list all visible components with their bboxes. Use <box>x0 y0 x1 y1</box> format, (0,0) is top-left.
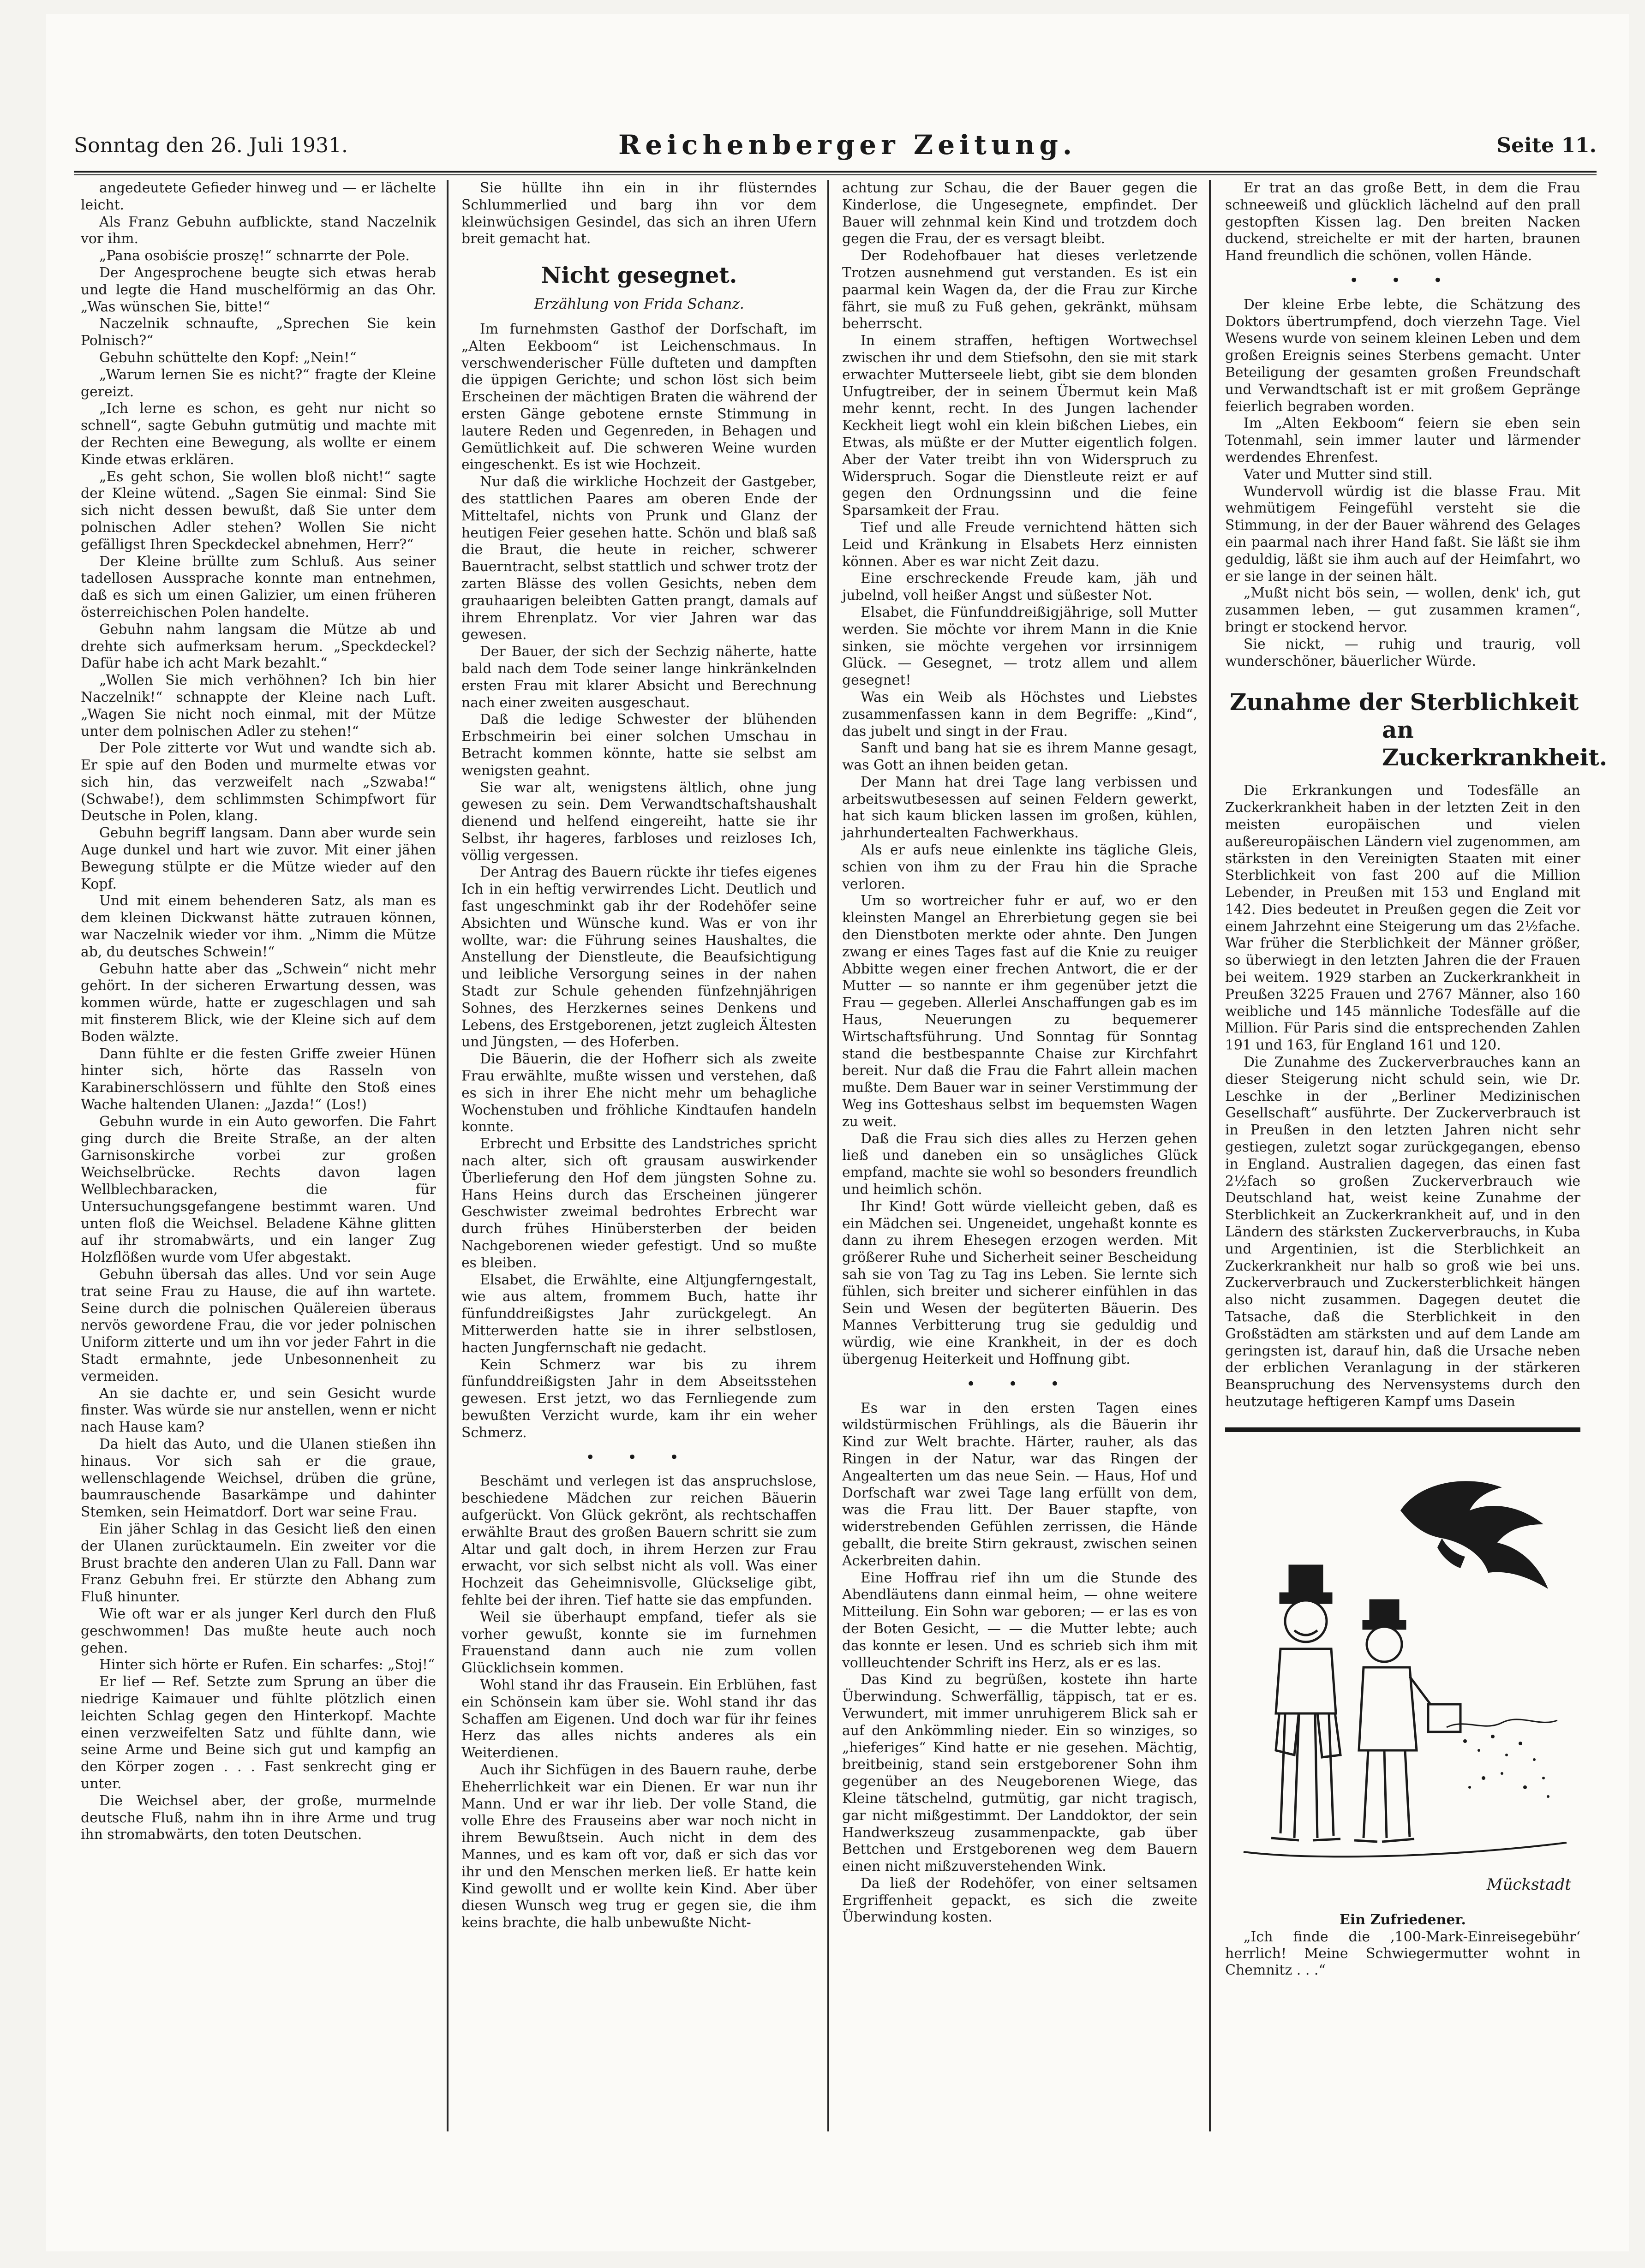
paragraph: Sanft und bang hat sie es ihrem Manne gesagt, was Gott an ihnen beiden getan. <box>842 740 1197 774</box>
paragraph: Tief und alle Freude vernichtend hätten sich Leid und Kränkung in Elsabets Herz einnisten können. Aber es war nicht Zeit dazu. <box>842 519 1197 570</box>
paragraph: Der Angesprochene beugte sich etwas herab und legte die Hand muschelförmig an das Ohr. „Was wünschen Sie, bitte!“ <box>81 264 436 315</box>
cartoon-caption-title: Ein Zufriedener. <box>1340 1911 1466 1928</box>
eagle-icon <box>1400 1481 1548 1589</box>
paragraph: An sie dachte er, und sein Gesicht wurde finster. Was würde sie nur anstellen, wenn er nicht nach Hause kam? <box>81 1385 436 1436</box>
paragraph: Im furnehmsten Gasthof der Dorfschaft, im „Alten Eekboom“ ist Leichenschmaus. In verschwenderischer Fülle dufteten und dampften die üppigen Gerichte; und schon löst sich beim Erscheinen der mächtigen Braten die während der ersten Gänge gebotene ernste Stimmung in lautere Reden und Gegenreden, in Behagen und Gemütlichkeit auf. Die schweren Weine wurden eingeschenkt. Es ist wie Hochzeit. <box>461 321 817 473</box>
paragraph: Die Weichsel aber, der große, murmelnde deutsche Fluß, nahm ihn in ihre Arme und trug ihn stromabwärts, den toten Deutschen. <box>81 1792 436 1843</box>
paragraph: Kein Schmerz war bis zu ihrem fünfunddreißigsten Jahr in dem Abseitsstehen gewesen. Erst jetzt, wo das Fernliegende zum bewußten Verzicht wurde, kam ihr ein weher Schmerz. <box>461 1356 817 1441</box>
paragraph: Sie nickt, — ruhig und traurig, voll wunderschöner, bäuerlicher Würde. <box>1225 636 1580 669</box>
paragraph: Der Mann hat drei Tage lang verbissen und arbeitswutbesessen auf seinen Feldern gewerkt, hat sich kaum blicken lassen im großen, kühlen, jahrhundertealten Fachwerkhaus. <box>842 774 1197 842</box>
paragraph: Da hielt das Auto, und die Ulanen stießen ihn hinaus. Vor sich sah er die graue, wellenschlagende Weichsel, drüben die grüne, baumrauschende Basarkämpe und dahinter Stemken, sein Heimatdorf. Dort war seine Frau. <box>81 1436 436 1521</box>
paragraph: Im „Alten Eekboom“ feiern sie eben sein Totenmahl, sein immer lauter und lärmender werdendes Ehrenfest. <box>1225 415 1580 466</box>
paragraph: Die Bäuerin, die der Hofherr sich als zweite Frau erwählte, mußte wissen und verstehen, daß es sich in ihrer Ehe nicht mehr um behagliche Wochenstuben und fröhliche Kindtaufen handeln konnte. <box>461 1051 817 1135</box>
paragraph: Es war in den ersten Tagen eines wildstürmischen Frühlings, als die Bäuerin ihr Kind zur Welt brachte. Härter, rauher, als das Ringen in der Natur, war das Ringen der Angealterten um das neue Sein. — Haus, Hof und Dorfschaft war zwei Tage lang erfüllt von dem, was die Frau litt. Der Bauer stapfte, von widerstrebenden Gefühlen zerrissen, die Hände geballt, die breite Stirn gekraust, zwischen seinen Ackerbreiten dahin. <box>842 1400 1197 1569</box>
column-4 <box>1225 180 1608 2131</box>
paragraph: Wie oft war er als junger Kerl durch den Fluß geschwommen! Das mußte heute auch noch gehen. <box>81 1606 436 1656</box>
paragraph: Die Zunahme des Zuckerverbrauches kann an dieser Steigerung nicht schuld sein, wie Dr. Leschke in der „Berliner Medizinischen Gesellschaft“ ausführte. Der Zuckerverbrauch ist in Preußen in den letzten Jahren nicht sehr gestiegen, zuletzt sogar zurückgegangen, ebenso in England. Australien dagegen, das einen fast 2½fach so großen Zuckerverbrauch wie Deutschland hat, weist keine Zunahme der Sterblichkeit an Zuckerkrankheit auf, und in den Ländern des stärksten Zuckerverbrauchs, in Kuba und Argentinien, ist die Sterblichkeit an Zuckerkrankheit nur halb so groß wie bei uns. Zuckerverbrauch und Zuckersterblichkeit hängen also nicht zusammen. Dagegen deutet die Tatsache, daß die Sterblichkeit in den Großstädten am stärksten und auf dem Lande am geringsten ist, darauf hin, daß die Ursache neben der erblichen Veranlagung in der stärkeren Beanspruchung des Nervensystems durch den heutzutage heftigeren Kampf ums Dasein <box>1225 1054 1580 1410</box>
paragraph: Gebuhn wurde in ein Auto geworfen. Die Fahrt ging durch die Breite Straße, an der alten Garnisonskirche vorbei zur großen Weichselbrücke. Rechts davon lagen Wellblechbaracken, die für Untersuchungsgefangene bestimmt waren. Und unten floß die Weichsel. Beladene Kähne glitten auf ihr stromabwärts, und ein langer Zug Holzflößen wurde vom Ufer abgestakt. <box>81 1113 436 1266</box>
column-divider <box>827 180 829 2131</box>
paragraph: angedeutete Gefieder hinweg und — er lächelte leicht. <box>81 180 436 213</box>
header-rule-thin <box>74 174 1597 175</box>
crowd-scribble-icon <box>1463 1735 1549 1798</box>
paragraph: Auch ihr Sichfügen in des Bauern rauhe, derbe Eheherrlichkeit war ein Dienen. Er war nun ihr Mann. Und er war ihr lieb. Der volle Stand, die volle Ehre des Frauseins aber war noch nicht in ihrem Bewußtsein. Auch nicht in dem des Mannes, und es kam oft vor, daß er sich das vor ihr und den Menschen merken ließ. Er hatte kein Kind gewollt und er wollte kein Kind. Aber über diesen Wunsch weg trug er gegen sie, die ihm keins brachte, die halb unbewußte Nicht- <box>461 1761 817 1931</box>
story-title: Nicht gesegnet. <box>541 263 737 289</box>
paragraph: Weil sie überhaupt empfand, tiefer als sie vorher gewußt, konnte sie im furnehmen Frauenstand dann auch nie zum vollen Glücklichsein kommen. <box>461 1609 817 1677</box>
headline-line-2: an Zuckerkrankheit. <box>1382 716 1608 771</box>
paragraph: Beschämt und verlegen ist das anspruchslose, beschiedene Mädchen zur reichen Bäuerin aufgerückt. Von Glück gekrönt, als rechtschaffen erwählte Braut des großen Bauern schritt sie zum Altar und galt doch, in ihrem Herzen zur Frau erwacht, vor sich selbst nicht als voll. Was einer Hochzeit das Geheimnisvolle, Glückselige gibt, fehlte bei der ihren. Tief hatte sie das empfunden. <box>461 1473 817 1608</box>
paragraph: „Mußt nicht bös sein, — wollen, denk' ich, gut zusammen leben, — gut zusammen kramen“, bringt er stockend hervor. <box>1225 585 1580 635</box>
cartoon-rule <box>1225 1427 1580 1432</box>
paragraph: Als er aufs neue einlenkte ins tägliche Gleis, schien von ihm zu der Frau hin die Sprache verloren. <box>842 842 1197 892</box>
paragraph: Hinter sich hörte er Rufen. Ein scharfes: „Stoj!“ <box>99 1657 435 1673</box>
paragraph: Ein jäher Schlag in das Gesicht ließ den einen der Ulanen zurücktaumeln. Ein zweiter vor die Brust brachte den anderen Ulan zu Fall. Dann war Franz Gebuhn frei. Er stürzte den Abhang zum Fluß hinunter. <box>81 1521 436 1606</box>
paragraph: Wundervoll würdig ist die blasse Frau. Mit wehmütigem Feingefühl versteht sie die Stimmung, in der der Bauer während des Gelages ein paarmal nach ihrer Hand faßt. Sie läßt sie ihm geduldig, läßt sie ihm auch auf der Heimfahrt, wo er sie lange in der seinen hält. <box>1225 483 1580 585</box>
paragraph: Gebuhn hatte aber das „Schwein“ nicht mehr gehört. In der sicheren Erwartung dessen, was kommen würde, hatte er zugeschlagen und sah mit finsterem Blick, wie der Kleine sich auf dem Boden wälzte. <box>81 961 436 1045</box>
paragraph: Nur daß die wirkliche Hochzeit der Gastgeber, des stattlichen Paares am oberen Ende der Mitteltafel, nichts von Prunk und Glanz der heutigen Feier gesehen hatte. Schön und blaß saß die Braut, die heute in reicher, schwerer Bauerntracht, selbst stattlich und schwer trotz der zarten Blässe des vollen Gesichts, neben dem grauhaarigen beleibten Gatten prangt, damals auf ihrem Ehrenplatz. Vor vier Jahren war das gewesen. <box>461 474 817 643</box>
column-divider <box>1209 180 1211 2131</box>
issue-date: Sonntag den 26. Juli 1931. <box>74 134 348 157</box>
section-separator: • • • <box>966 1374 1073 1393</box>
paragraph: Die Erkrankungen und Todesfälle an Zuckerkrankheit haben in der letzten Zeit in den meisten europäischen und vielen außereuropäischen Ländern viel zugenommen, am stärksten in den Vereinigten Staaten mit einer Sterblichkeit von fast 200 auf die Million Lebender, in Preußen mit 153 und England mit 142. Dies bedeutet in Preußen gegen die Zeit vor einem Jahrzehnt eine Steigerung um das 2½fache. War früher die Sterblichkeit der Männer größer, so überwiegt in den letzten Jahren die der Frauen bei weitem. 1929 starben an Zuckerkrankheit in Preußen 3225 Frauen und 2767 Männer, also 160 weibliche und 145 männliche Todesfälle auf die Million. Für Paris sind die entsprechenden Zahlen 191 und 163, für England 161 und 120. <box>1225 782 1580 1054</box>
paragraph: Elsabet, die Erwählte, eine Altjungferngestalt, wie aus altem, frommem Buch, hatte ihr fünfunddreißigstes Jahr zurückgelegt. An Mitterwerden hatte sie in ihrer selbstlosen, hacten Jungfernschaft nie gedacht. <box>461 1271 817 1356</box>
paragraph: Daß die Frau sich dies alles zu Herzen gehen ließ und daneben ein so unsägliches Glück empfand, machte sie wohl so besonders freundlich und heimlich schön. <box>842 1130 1197 1198</box>
paragraph: Um so wortreicher fuhr er auf, wo er den kleinsten Mangel an Ehrerbietung gegen sie bei den Dienstboten merkte oder ahnte. Den Jungen zwang er eines Tages fast auf die Knie zu reuiger Abbitte wegen einer frechen Antwort, die er der Mutter — so nannte er ihm gegenüber jetzt die Frau — gegeben. Allerlei Anschaffungen gab es im Haus, Neuerungen zu bequemerer Wirtschaftsführung. Und Sonntag für Sonntag stand die bestbespannte Chaise zur Kirchfahrt bereit. Nur daß die Frau die Fahrt allein machen mußte. Dem Bauer war in seiner Verstimmung der Weg ins Gotteshaus selbst im bequemsten Wagen zu weit. <box>842 893 1197 1130</box>
cartoon-illustration <box>1225 1455 1580 1907</box>
paragraph: Der kleine Erbe lebte, die Schätzung des Doktors übertrumpfend, doch vierzehn Tage. Viel Wesens wurde von seinem kleinen Leben und dem großen Ereignis seines Sterbens gemacht. Unter Beteiligung der gesamten großen Freundschaft und Verwandtschaft ist er mit großem Gepränge feierlich begraben worden. <box>1225 296 1580 415</box>
paragraph: Was ein Weib als Höchstes und Liebstes zusammenfassen kann in dem Begriffe: „Kind“, das jubelt und singt in der Frau. <box>842 689 1197 740</box>
paragraph: Als Franz Gebuhn aufblickte, stand Naczelnik vor ihm. <box>81 214 436 247</box>
paragraph: Eine Hoffrau rief ihn um die Stunde des Abendläutens dann einmal heim, — ohne weitere Mitteilung. Ein Sohn war geboren; — er las es von der Boten Gesicht, — — die Mutter lebte; auch das konnte er lesen. Und es schrieb sich ihm mit vollleuchtender Schrift ins Herz, als er es las. <box>842 1570 1197 1671</box>
paragraph: Und mit einem behenderen Satz, als man es dem kleinen Dickwanst hätte zutrauen können, war Naczelnik wieder vor ihm. „Nimm die Mütze ab, du deutsches Schwein!“ <box>81 893 436 960</box>
headline-line-1: Zunahme der Sterblichkeit <box>1230 688 1579 716</box>
header-rule <box>74 171 1597 173</box>
paragraph: Daß die ledige Schwester der blühenden Erbschmeirin bei einer solchen Umschau in Betracht kommen könnte, hatte sie selbst am wenigsten geahnt. <box>461 711 817 779</box>
column-1 <box>81 180 436 2131</box>
paragraph: „Wollen Sie mich verhöhnen? Ich bin hier Naczelnik!“ schnappte der Kleine nach Luft. „Wagen Sie nicht noch einmal, mit der Mütze unter dem polnischen Adler zu stehen!“ <box>81 672 436 740</box>
paragraph: Ihr Kind! Gott würde vielleicht geben, daß es ein Mädchen sei. Ungeneidet, ungehaßt konnte es dann zu ihrem Ehesegen erzogen werden. Mit größerer Ruhe und Sicherheit seiner Bescheidung sah sie von Tag zu Tag ins Leben. Sie lernte sich fühlen, sich breiter und sicherer einfühlen in das Sein und Wesen der begüterten Bäuerin. Des Mannes Verbitterung trug sie geduldig und würdig, wie eine Krankheit, in der es doch übergenug Heiterkeit und Hoffnung gibt. <box>842 1198 1197 1367</box>
section-separator: • • • <box>586 1448 693 1467</box>
paragraph: Vater und Mutter sind still. <box>1244 466 1433 483</box>
column-2 <box>461 180 817 2131</box>
paragraph: Der Antrag des Bauern rückte ihr tiefes eigenes Ich in ein heftig verwirrendes Licht. Deutlich und fast ungeschminkt gab ihr der Rodehöfer seine Absichten und Wünsche kund. Was er von ihr wollte, war: die Führung seines Haushaltes, die Anstellung der Dienstleute, die Beaufsichtigung und leibliche Versorgung seines in der nahen Stadt zur Schule gehenden fünfzehnjährigen Sohnes, des Herzkernes seines Denkens und Lebens, des Erstgeborenen, jetzt zugleich Ältesten und Jüngsten, — des Hoferben. <box>461 864 817 1050</box>
paragraph: Sie hüllte ihn ein in ihr flüsterndes Schlummerlied und barg ihn vor dem kleinwüchsigen Gesindel, das sich an ihren Ufern breit gemacht hat. <box>461 180 817 247</box>
paragraph: Der Rodehofbauer hat dieses verletzende Trotzen ausnehmend gut verstanden. Es ist ein paarmal kein Wagen da, der die Frau zur Kirche fährt, sie muß zu Fuß gehen, gekränkt, mühsam beherrscht. <box>842 248 1197 332</box>
section-separator: • • • <box>1349 271 1456 290</box>
paragraph: Eine erschreckende Freude kam, jäh und jubelnd, voll heißer Angst und süßester Not. <box>842 570 1197 604</box>
paragraph: Gebuhn nahm langsam die Mütze ab und drehte sich aufmerksam herum. „Speckdeckel? Dafür habe ich acht Mark bezahlt.“ <box>81 621 436 672</box>
paragraph: Er lief — Ref. Setzte zum Sprung an über die niedrige Kaimauer und fühlte plötzlich einen leichten Schlag gegen den Hinterkopf. Machte einen verzweifelten Satz und fühlte dann, wie seine Arme und Beine sich gut und kampfig an den Körper zogen . . . Fast senkrecht ging er unter. <box>81 1674 436 1792</box>
paragraph: Gebuhn schüttelte den Kopf: „Nein!“ <box>99 349 357 366</box>
paragraph: Der Kleine brüllte zum Schluß. Aus seiner tadellosen Aussprache konnte man entnehmen, daß es sich um einen Galizier, um einen früheren österreichischen Polen handelte. <box>81 553 436 621</box>
paragraph: Das Kind zu begrüßen, kostete ihn harte Überwindung. Schwerfällig, täppisch, tat er es. Verwundert, mit immer unruhigerem Blick sah er auf den Ankömmling nieder. Ein so winziges, so „hieferiges“ Kind hatte er nie gesehen. Mächtig, breitbeinig, stand sein erstgeborener Sohn ihm gegenüber an des Neugeborenen Wiege, das Kleine tätschelnd, gutmütig, gar nicht tragisch, gar nicht mißgestimmt. Der Landdoktor, der sein Handwerkszeug zusammenpackte, gab über Bettchen und Erstgeborenen weg dem Bauern einen nicht mißzuverstehenden Wink. <box>842 1671 1197 1875</box>
column-divider <box>447 180 449 2131</box>
column-3 <box>842 180 1197 2131</box>
newspaper-page <box>46 14 1629 2251</box>
cartoon-drawing <box>1225 1455 1580 1907</box>
page-header <box>74 125 1597 166</box>
paragraph: Er trat an das große Bett, in dem die Frau schneeweiß und glücklich lächelnd auf den prall gestopften Kissen lag. Den breiten Nacken duckend, streichelte er mit der harten, braunen Hand freundlich die schönen, vollen Hände. <box>1225 180 1580 264</box>
paragraph: Sie war alt, wenigstens ältlich, ohne jung gewesen zu sein. Dem Verwandtschaftshaushalt dienend und helfend eingereiht, hatte sie ihr Selbst, ihr hageres, farbloses und reizloses Ich, völlig vergessen. <box>461 779 817 864</box>
man-figure-icon <box>1271 1566 1340 1840</box>
paragraph: „Warum lernen Sie es nicht?“ fragte der Kleine gereizt. <box>81 366 436 400</box>
article-headline <box>1230 688 1608 771</box>
companion-figure-icon <box>1354 1600 1460 1842</box>
paragraph: „Ich lerne es schon, es geht nur nicht so schnell“, sagte Gebuhn gutmütig und machte mit der Rechten eine Bewegung, als wollte er einem Kinde etwas erklären. <box>81 400 436 468</box>
paragraph: Der Pole zitterte vor Wut und wandte sich ab. Er spie auf den Boden und murmelte etwas vor sich hin, das verzweifelt nach „Szwaba!“ (Schwabe!), dem schlimmsten Schimpfwort für Deutsche in Polen, klang. <box>81 740 436 824</box>
paragraph: In einem straffen, heftigen Wortwechsel zwischen ihr und dem Stiefsohn, den sie mit stark erwachter Mutterseele liebt, gibt sie dem blonden Unfugtreiber, der in seinem Übermut kein Maß mehr kennt, recht. In des Jungen lachender Keckheit liegt wohl ein klein bißchen Liebes, ein Etwas, als müßte er der Mutter eigentlich folgen. Aber der Vater treibt ihn von Widerspruch zu Widerspruch. Sogar die Dienstleute reizt er auf gegen den Ordnungssinn und die feine Sparsamkeit der Frau. <box>842 333 1197 519</box>
story-byline: Erzählung von Frida Schanz. <box>534 296 744 313</box>
paragraph: Dann fühlte er die festen Griffe zweier Hünen hinter sich, hörte das Rasseln von Karabinerschlössern und fühlte den Stoß eines Wache haltenden Ulanen: „Jazda!“ (Los!) <box>81 1045 436 1113</box>
paragraph: Gebuhn übersah das alles. Und vor sein Auge trat seine Frau zu Hause, die auf ihn wartete. Seine durch die polnischen Quälereien überaus nervös gewordene Frau, die vor jeder polnischen Uniform zitterte und um ihn vor jeder Fahrt in die Stadt ermahnte, jede Unbesonnenheit zu vermeiden. <box>81 1266 436 1385</box>
paragraph: Naczelnik schnaufte, „Sprechen Sie kein Polnisch?“ <box>81 316 436 349</box>
paragraph: „Pana osobiście proszę!“ schnarrte der Pole. <box>99 248 410 264</box>
cartoon-signature: Mückstadt <box>1486 1875 1571 1894</box>
paragraph: Erbrecht und Erbsitte des Landstriches spricht nach alter, sich oft grausam auswirkender Überlieferung den Hof dem jüngsten Sohne zu. Hans Heins durch das Erscheinen jüngerer Geschwister zweimal bedrohtes Erbrecht war durch frühes Hinübersterben der beiden Nachgeborenen wieder gefestigt. Und so mußte es bleiben. <box>461 1136 817 1271</box>
paragraph: Elsabet, die Fünfunddreißigjährige, soll Mutter werden. Sie möchte vor ihrem Mann in die Knie sinken, sie möchte vergehen vor irrsinnigem Glück. — Gesegnet, — trotz allem und allem gesegnet! <box>842 604 1197 689</box>
paragraph: „Es geht schon, Sie wollen bloß nicht!“ sagte der Kleine wütend. „Sagen Sie einmal: Sind Sie sich nicht dessen bewußt, daß Sie unter dem polnischen Adler stehen? Wollen Sie nicht gefälligst Ihren Speckdeckel abnehmen, Herr?“ <box>81 468 436 553</box>
paragraph: Der Bauer, der sich der Sechzig näherte, hatte bald nach dem Tode seiner lange hinkränkelnden ersten Frau mit klarer Absicht und Berechnung nach einer zweiten ausgeschaut. <box>461 644 817 711</box>
cartoon-caption-text: „Ich finde die ‚100-Mark-Einreisegebühr‘ herrlich! Meine Schwiegermutter wohnt in Chemnitz . . .“ <box>1225 1928 1580 1978</box>
page-number: Seite 11. <box>1496 134 1597 157</box>
paragraph: Gebuhn begriff langsam. Dann aber wurde sein Auge dunkel und hart wie zuvor. Mit einer jähen Bewegung stülpte er die Mütze wieder auf den Kopf. <box>81 825 436 892</box>
paragraph: Da ließ der Rodehöfer, von einer seltsamen Ergriffenheit gepackt, es sich die zweite Überwindung kosten. <box>842 1875 1197 1926</box>
paragraph: achtung zur Schau, die der Bauer gegen die Kinderlose, die Ungesegnete, empfindet. Der Bauer will zehnmal kein Kind und trotzdem doch gegen die Frau, der es versagt bleibt. <box>842 180 1197 247</box>
newspaper-name: Reichenberger Zeitung. <box>618 129 1077 161</box>
paragraph: Wohl stand ihr das Frausein. Ein Erblühen, fast ein Schönsein kam über sie. Wohl stand ihr das Schaffen am Eigenen. Und doch war für ihr feines Herz das alles nichts anderes als ein Weiterdienen. <box>461 1677 817 1761</box>
